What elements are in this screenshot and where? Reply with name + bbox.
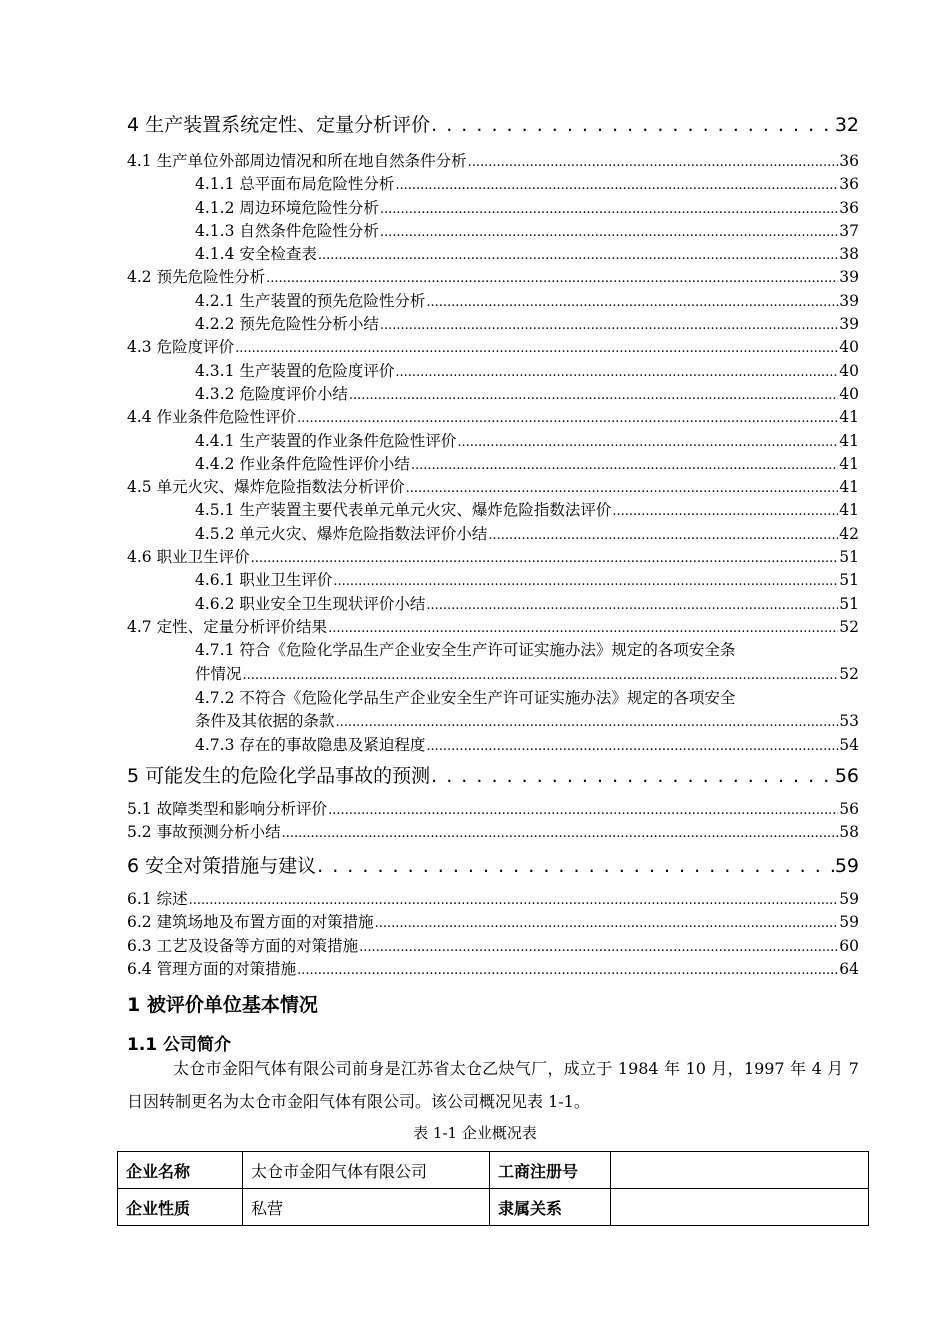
toc-entry-title: 4.6.1 职业卫生评价	[195, 571, 333, 590]
toc-entry-6-2[interactable]	[127, 911, 859, 934]
toc-leader-dots	[406, 476, 839, 500]
intro-paragraph: 太仓市金阳气体有限公司前身是江苏省太仓乙炔气厂，成立于 1984 年 10 月，1997 年 4 月 7 日因转制更名为太仓市金阳气体有限公司。该公司概况见表 1-1。	[127, 1059, 859, 1111]
toc-entry-title: 5 可能发生的危险化学品事故的预测	[127, 765, 431, 787]
toc-entry-4-6-2[interactable]	[127, 593, 859, 616]
toc-leader-dots	[488, 523, 838, 547]
toc-leader-dots	[235, 336, 838, 360]
toc-entry-page: 53	[839, 712, 859, 731]
toc-entry-page: 39	[839, 315, 859, 334]
toc-entry-title: 4 生产装置系统定性、定量分析评价	[127, 114, 431, 136]
toc-entry-6-1[interactable]	[127, 888, 859, 911]
toc-entry-title: 4.1.1 总平面布局危险性分析	[195, 175, 395, 194]
toc-entry-page: 36	[839, 152, 859, 170]
toc-entry-4-7[interactable]	[127, 616, 859, 639]
toc-entry-title: 4.1.4 安全检查表	[195, 245, 317, 264]
toc-entry-page: 36	[839, 175, 859, 194]
toc-entry-4-3[interactable]	[127, 336, 859, 359]
toc-entry-title: 4.2 预先危险性分析	[127, 268, 266, 287]
toc-entry-title: 6 安全对策措施与建议	[127, 855, 317, 877]
toc-leader-dots	[380, 197, 838, 221]
toc-entry-page: 59	[839, 890, 859, 908]
toc-entry-4-1[interactable]	[127, 150, 859, 173]
toc-leader-dots	[266, 266, 838, 290]
toc-entry-page: 37	[839, 221, 859, 240]
toc-entry-title: 4.1.3 自然条件危险性分析	[195, 221, 379, 240]
toc-entry-title: 4.7.3 存在的事故隐患及紧迫程度	[195, 736, 426, 755]
toc-entry-6-4[interactable]	[127, 958, 859, 981]
toc-leader-dots	[426, 593, 838, 617]
toc-entry-4-2-1[interactable]	[127, 290, 859, 313]
toc-entry-4-2-2[interactable]	[127, 313, 859, 336]
toc-entry-title: 4.7.1 符合《危险化学品生产企业安全生产许可证实施办法》规定的各项安全条	[195, 641, 736, 660]
toc-leader-dots	[318, 243, 838, 267]
toc-entry-page: 51	[839, 571, 859, 590]
toc-entry-page: 59	[839, 913, 859, 932]
toc-leader-dots	[426, 290, 838, 314]
company-overview-table	[117, 1151, 869, 1226]
toc-entry-page: 52	[839, 617, 859, 636]
toc-entry-4-1-4[interactable]	[127, 243, 859, 266]
toc-leader-dots	[251, 546, 839, 570]
toc-entry-5-1[interactable]	[127, 798, 859, 821]
toc-entry-page: 56	[839, 800, 859, 818]
toc-entry-title: 4.1.2 周边环境危险性分析	[195, 198, 379, 217]
toc-leader-dots	[336, 710, 839, 734]
toc-entry-page: 41	[839, 454, 859, 473]
toc-entry-4-3-2[interactable]	[127, 383, 859, 406]
toc-leader-dots	[282, 821, 839, 845]
toc-entry-title: 6.1 综述	[127, 890, 188, 908]
toc-entry-title: 4.4.1 生产装置的作业条件危险性评价	[195, 431, 457, 450]
table-value-cell: 太仓市金阳气体有限公司	[243, 1152, 490, 1189]
chapter-heading: 1 被评价单位基本情况	[127, 994, 318, 1016]
toc-entry-page: 39	[839, 268, 859, 287]
toc-leader-dots	[468, 150, 839, 174]
table-key-cell: 企业名称	[118, 1152, 243, 1189]
toc-leader-dots	[317, 844, 834, 888]
table-row	[118, 1189, 869, 1226]
toc-leader-dots	[457, 430, 838, 454]
toc-entry-page: 41	[839, 408, 859, 427]
toc-leader-dots	[375, 911, 839, 935]
toc-leader-dots	[297, 406, 838, 430]
toc-entry-title: 6.2 建筑场地及布置方面的对策措施	[127, 913, 374, 932]
toc-block-4-entries	[127, 150, 859, 758]
toc-entry-title: 5.2 事故预测分析小结	[127, 823, 281, 842]
toc-entry-title: 6.4 管理方面的对策措施	[127, 959, 297, 978]
toc-entry-title: 5.1 故障类型和影响分析评价	[127, 800, 328, 818]
toc-entry-title: 4.2.1 生产装置的预先危险性分析	[195, 291, 426, 310]
toc-entry-title: 4.5 单元火灾、爆炸危险指数法分析评价	[127, 478, 405, 497]
toc-entry-page: 51	[839, 548, 859, 567]
toc-entry-page: 40	[839, 384, 859, 403]
table-row	[118, 1152, 869, 1189]
toc-entry-page: 58	[839, 823, 859, 842]
toc-entry-4-1-2[interactable]	[127, 197, 859, 220]
toc-block-6	[127, 844, 859, 981]
toc-entry-title: 4.3 危险度评价	[127, 338, 235, 357]
toc-entry-4-6[interactable]	[127, 546, 859, 569]
toc-leader-dots	[243, 663, 839, 687]
toc-entry-4-7-2[interactable]	[127, 687, 859, 735]
toc-leader-dots	[349, 383, 838, 407]
toc-entry-title-cont: 件情况	[195, 664, 242, 683]
toc-entry-title: 4.2.2 预先危险性分析小结	[195, 315, 379, 334]
table-key-cell: 企业性质	[118, 1189, 243, 1226]
toc-entry-title: 4.5.1 生产装置主要代表单元单元火灾、爆炸危险指数法评价	[195, 501, 612, 520]
toc-leader-dots	[612, 499, 838, 523]
toc-entry-page: 59	[834, 855, 859, 877]
toc-entry-page: 38	[839, 245, 859, 264]
toc-leader-dots	[431, 754, 834, 798]
table-value-cell	[611, 1189, 869, 1226]
toc-entry-4-4-1[interactable]	[127, 430, 859, 453]
toc-leader-dots	[359, 935, 838, 959]
toc-entry-page: 40	[839, 338, 859, 357]
toc-leader-dots	[395, 173, 838, 197]
toc-entry-page: 41	[839, 501, 859, 520]
toc-entry-4-5-2[interactable]	[127, 523, 859, 546]
toc-entry-continuation	[195, 710, 859, 734]
toc-entry-4-5[interactable]	[127, 476, 859, 499]
toc-leader-dots	[411, 453, 838, 477]
toc-entry-5[interactable]	[127, 754, 859, 798]
toc-entry-6-3[interactable]	[127, 935, 859, 958]
toc-leader-dots	[297, 958, 838, 982]
toc-entry-4-4[interactable]	[127, 406, 859, 429]
toc-entry-title: 4.1 生产单位外部周边情况和所在地自然条件分析	[127, 152, 467, 170]
toc-entry-4-4-2[interactable]	[127, 453, 859, 476]
toc-entry-page: 51	[839, 594, 859, 613]
toc-entry-4-3-1[interactable]	[127, 360, 859, 383]
toc-entry-title: 4.3.2 危险度评价小结	[195, 384, 348, 403]
toc-entry-page: 36	[839, 198, 859, 217]
toc-entry-4-7-1[interactable]	[127, 639, 859, 687]
toc-entry-4-1-1[interactable]	[127, 173, 859, 196]
toc-entry-title: 4.7.2 不符合《危险化学品生产企业安全生产许可证实施办法》规定的各项安全	[195, 688, 736, 707]
toc-entry-page: 32	[834, 114, 859, 136]
toc-entry-5-2[interactable]	[127, 821, 859, 844]
toc-leader-dots	[395, 360, 838, 384]
table-key-cell: 工商注册号	[490, 1152, 611, 1189]
toc-entry-title: 4.3.1 生产装置的危险度评价	[195, 361, 395, 380]
toc-entry-page: 54	[839, 736, 859, 755]
toc-entry-title: 4.4 作业条件危险性评价	[127, 408, 297, 427]
table-value-cell: 私营	[243, 1189, 490, 1226]
toc-entry-title: 4.7 定性、定量分析评价结果	[127, 617, 328, 636]
toc-entry-page: 42	[839, 524, 859, 543]
toc-leader-dots	[189, 888, 839, 912]
toc-entry-page: 64	[839, 959, 859, 978]
toc-entry-title-cont: 条件及其依据的条款	[195, 712, 335, 731]
toc-entry-4-2[interactable]	[127, 266, 859, 289]
toc-entry-4-6-1[interactable]	[127, 569, 859, 592]
toc-block-4	[127, 103, 859, 147]
toc-entry-4-1-3[interactable]	[127, 220, 859, 243]
toc-entry-6[interactable]	[127, 844, 859, 888]
toc-leader-dots	[333, 569, 838, 593]
table-value-cell	[611, 1152, 869, 1189]
toc-entry-4-5-1[interactable]	[127, 499, 859, 522]
toc-entry-title: 6.3 工艺及设备等方面的对策措施	[127, 936, 359, 955]
toc-entry-page: 56	[834, 765, 859, 787]
toc-block-5	[127, 754, 859, 845]
toc-leader-dots	[431, 103, 834, 147]
toc-leader-dots	[380, 220, 838, 244]
toc-entry-title: 4.4.2 作业条件危险性评价小结	[195, 454, 410, 473]
table-key-cell: 隶属关系	[490, 1189, 611, 1226]
toc-leader-dots	[380, 313, 838, 337]
table-caption: 表 1-1 企业概况表	[413, 1124, 537, 1142]
toc-entry-title: 4.6 职业卫生评价	[127, 548, 250, 567]
toc-entry-page: 41	[839, 478, 859, 497]
toc-leader-dots	[328, 616, 838, 640]
toc-entry-title: 4.5.2 单元火灾、爆炸危险指数法评价小结	[195, 524, 488, 543]
toc-entry-page: 40	[839, 361, 859, 380]
toc-entry-title: 4.6.2 职业安全卫生现状评价小结	[195, 594, 426, 613]
section-heading: 1.1 公司简介	[127, 1035, 232, 1055]
toc-entry-4[interactable]	[127, 103, 859, 147]
toc-entry-page: 52	[839, 664, 859, 683]
toc-entry-page: 41	[839, 431, 859, 450]
toc-entry-continuation	[195, 663, 859, 687]
toc-leader-dots	[328, 798, 838, 822]
toc-entry-page: 60	[839, 936, 859, 955]
toc-entry-page: 39	[839, 291, 859, 310]
